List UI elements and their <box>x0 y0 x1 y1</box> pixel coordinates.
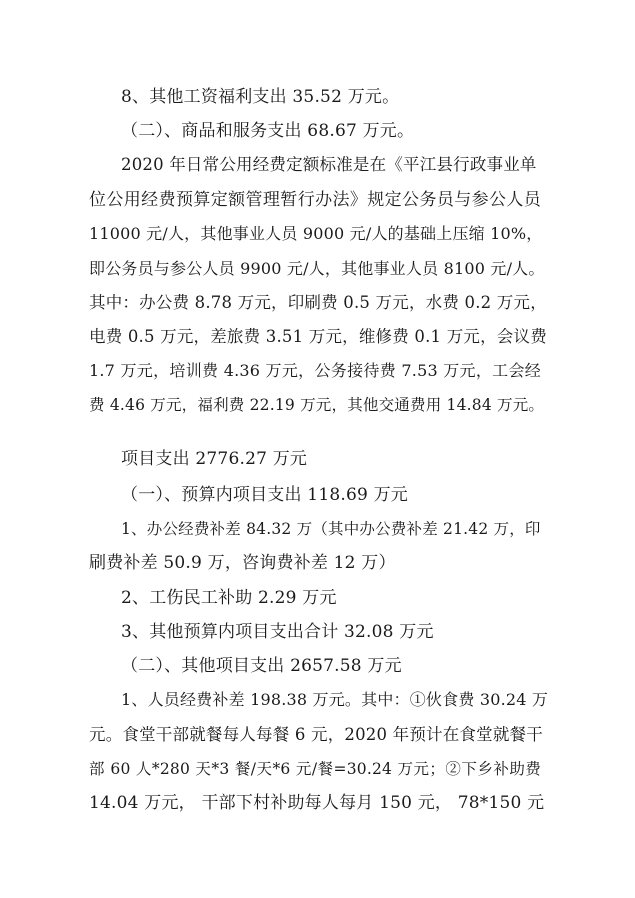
paragraph-line-10: 费 4.46 万元，福利费 22.19 万元，其他交通费用 14.84 万元。 <box>89 396 545 414</box>
paragraph-line-21: 14.04 万元， 干部下村补助每人每月 150 元， 78*150 元 <box>89 793 545 813</box>
paragraph-line-13: 1、办公经费补差 84.32 万（其中办公费补差 21.42 万，印 <box>121 520 541 538</box>
paragraph-line-6: 即公务员与参公人员 9900 元/人，其他事业人员 8100 元/人。 <box>89 259 545 278</box>
paragraph-line-17: （二）、其他项目支出 2657.58 万元 <box>121 656 402 676</box>
paragraph-line-14: 刷费补差 50.9 万，咨询费补差 12 万） <box>89 553 396 573</box>
paragraph-line-12: （一）、预算内项目支出 118.69 万元 <box>121 485 408 505</box>
paragraph-line-15: 2、工伤民工补助 2.29 万元 <box>121 588 337 608</box>
paragraph-line-18: 1、人员经费补差 198.38 万元。其中：①伙食费 30.24 万 <box>121 690 549 709</box>
paragraph-line-20: 部 60 人*280 天*3 餐/天*6 元/餐=30.24 万元；②下乡补助费 <box>89 760 541 778</box>
section-heading-project-expense: 项目支出 2776.27 万元 <box>121 449 308 469</box>
paragraph-line-5: 11000 元/人，其他事业人员 9000 元/人的基础上压缩 10%， <box>89 224 543 243</box>
paragraph-line-2: （二）、商品和服务支出 68.67 万元。 <box>121 121 415 141</box>
paragraph-line-9: 1.7 万元，培训费 4.36 万元，公务接待费 7.53 万元，工会经 <box>89 361 541 380</box>
paragraph-line-1: 8、其他工资福利支出 35.52 万元。 <box>121 87 400 107</box>
paragraph-line-19: 元。食堂干部就餐每人每餐 6 元，2020 年预计在食堂就餐干 <box>89 725 543 744</box>
paragraph-line-3: 2020 年日常公用经费定额标准是在《平江县行政事业单 <box>121 155 537 174</box>
paragraph-line-7: 其中：办公费 8.78 万元，印刷费 0.5 万元，水费 0.2 万元， <box>89 293 547 312</box>
paragraph-line-4: 位公用经费预算定额管理暂行办法》规定公务员与参公人员 <box>89 190 541 210</box>
paragraph-line-16: 3、其他预算内项目支出合计 32.08 万元 <box>121 622 434 642</box>
paragraph-line-8: 电费 0.5 万元，差旅费 3.51 万元，维修费 0.1 万元，会议费 <box>89 327 547 346</box>
